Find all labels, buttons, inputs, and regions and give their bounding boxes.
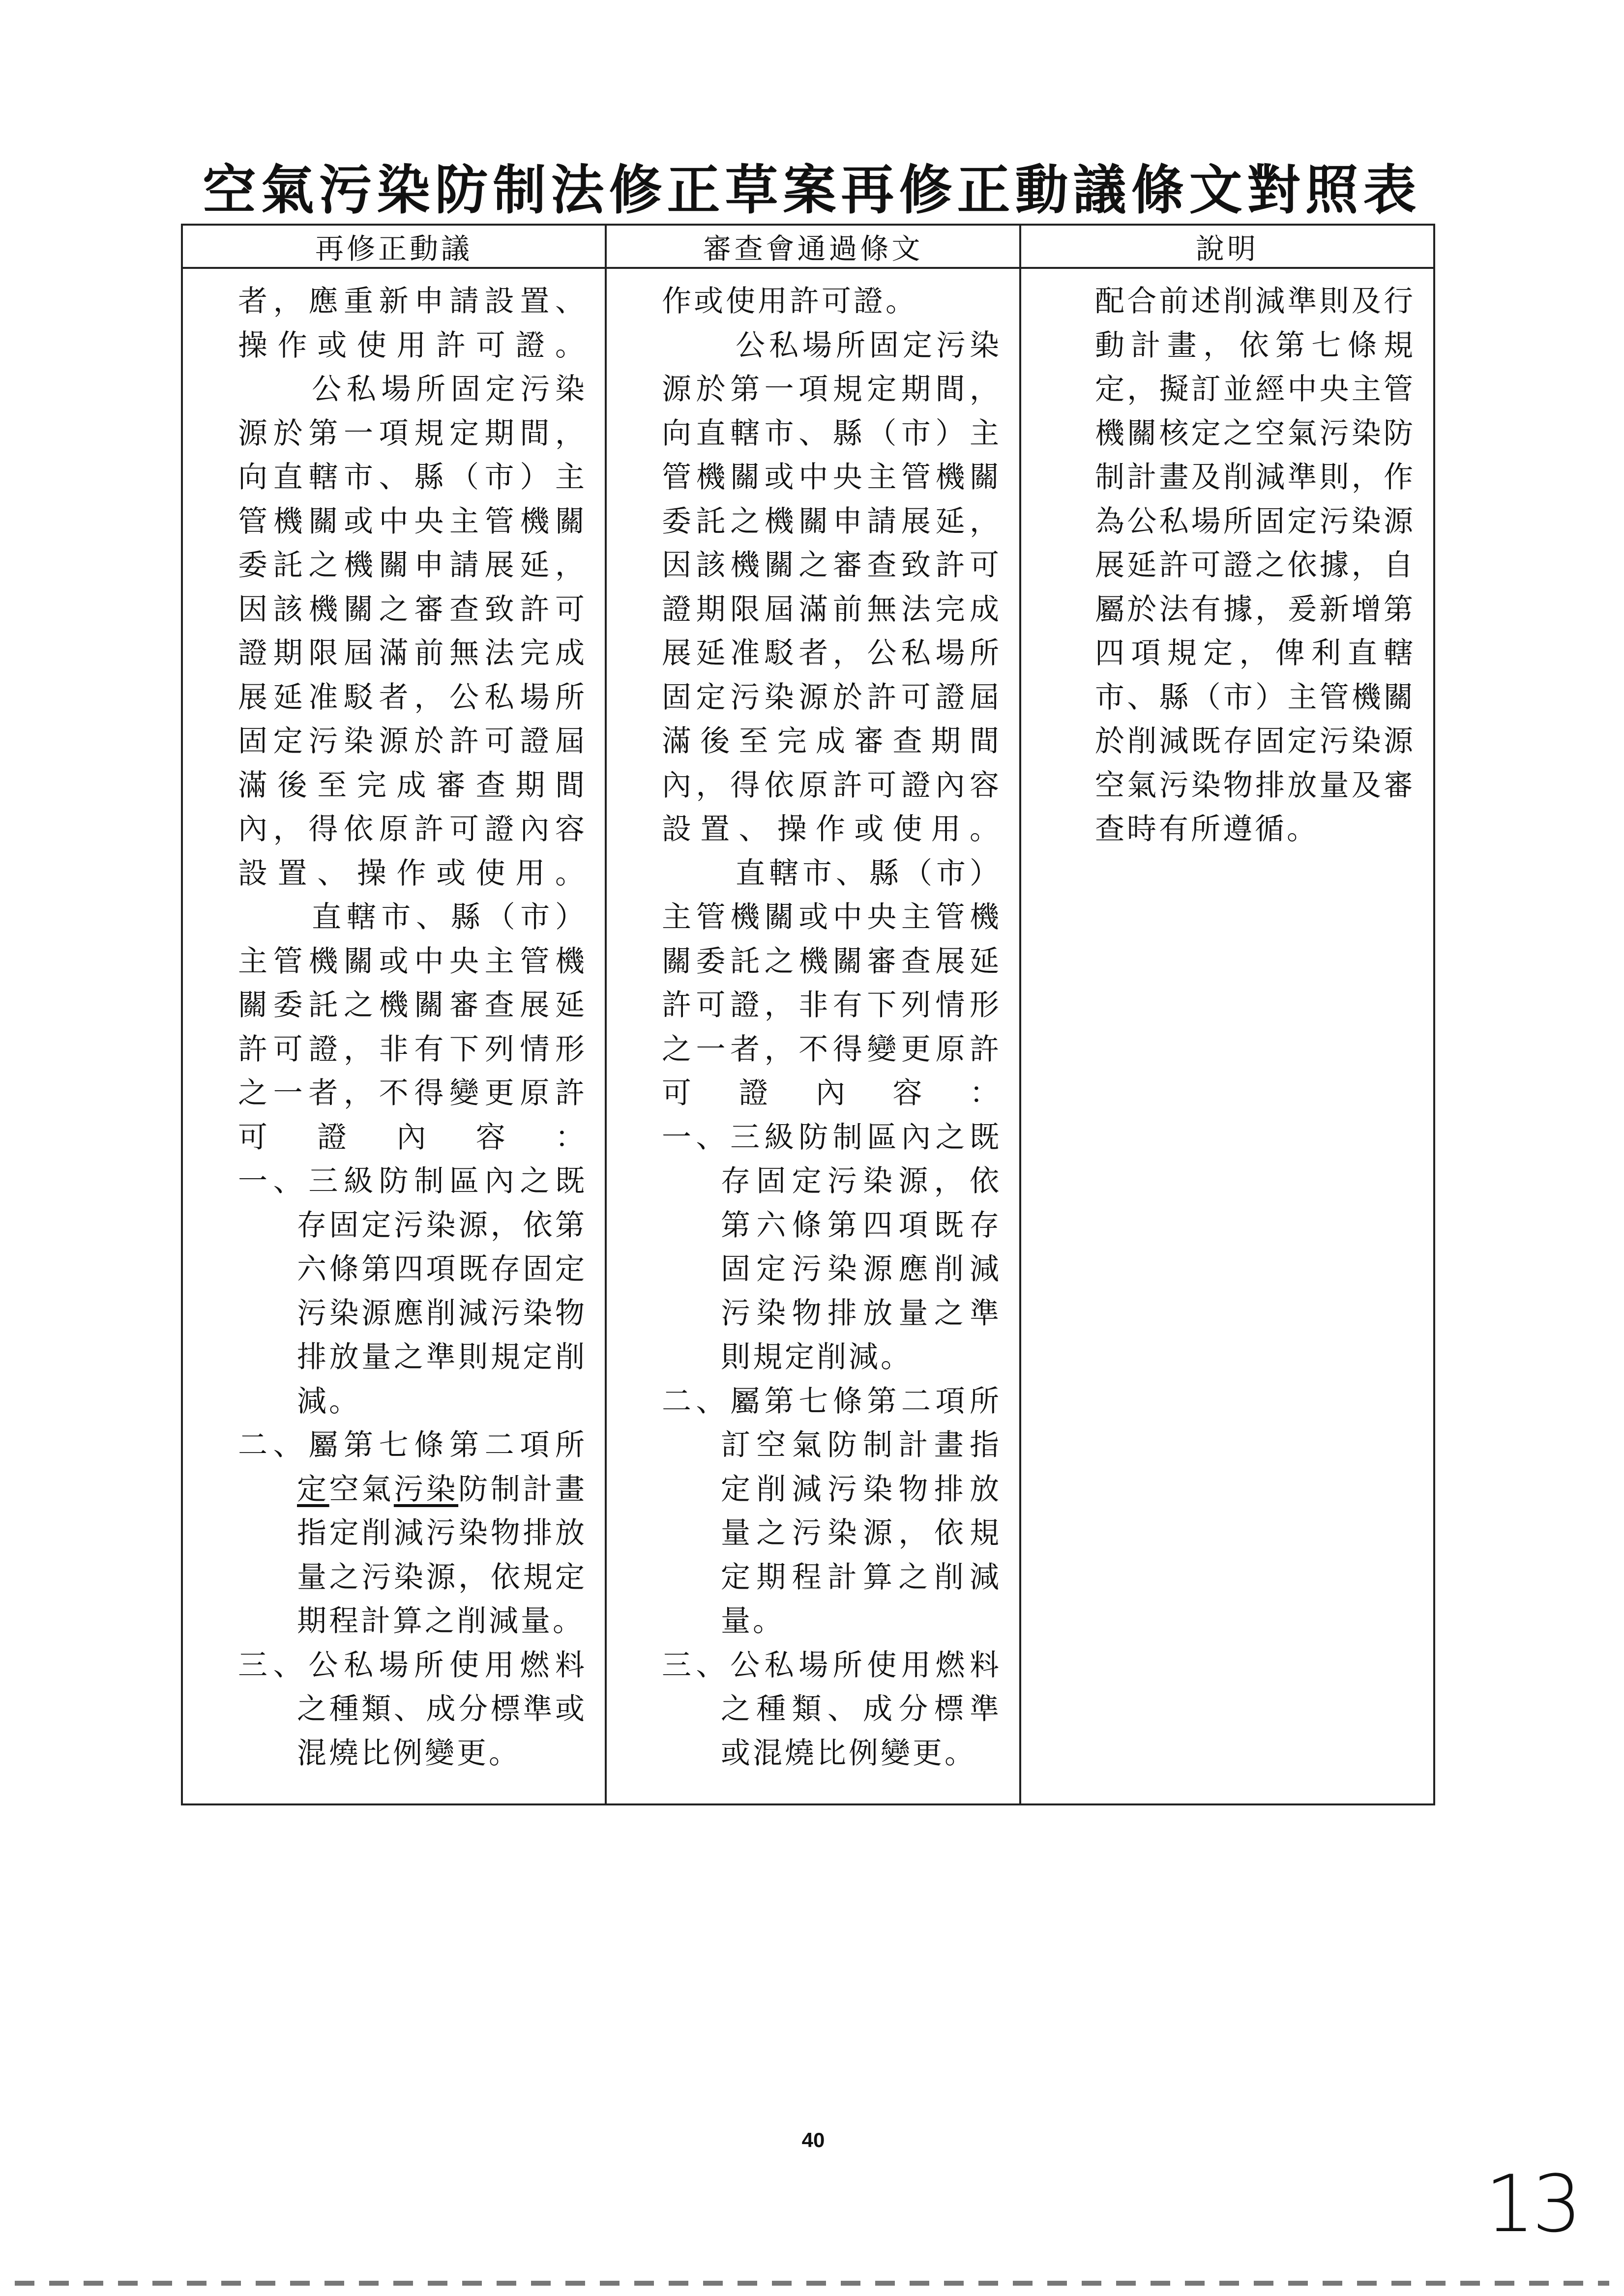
list-item: 三、公私場所使用燃料之種類、成分標準或混燒比例變更。 xyxy=(238,1648,587,1771)
table-row xyxy=(182,268,1434,1804)
paragraph: 公私場所固定污染源於第一項規定期間，向直轄市、縣（市）主管機關或中央主管機關委託之機關申請展延，因該機關之審查致許可證期限屆滿前無法完成展延准駁者，公私場所固定污染源於許可證屆滿後至完成審查期間內，得依原許可證內容設置、操作或使用。 xyxy=(238,372,587,891)
document-title: 空氣污染防制法修正草案再修正動議條文對照表 xyxy=(203,159,1421,221)
paragraph: 配合前述削減準則及行動計畫，依第七條規定，擬訂並經中央主管機關核定之空氣污染防制計畫及削減準則，作為公私場所固定污染源展延許可證之依據，自屬於法有據，爰新增第四項規定，俾利直轄市、縣（市）主管機關於削減既存固定污染源空氣污染物排放量及審查時有所遵循。 xyxy=(1095,284,1416,846)
paragraph: 作或使用許可證。 xyxy=(662,284,917,319)
list-item: 一、三級防制區內之既存固定污染源，依第六條第四項既存固定污染源應削減污染物排放量之準則規定削減。 xyxy=(662,1120,1002,1374)
item-text: 空氣 xyxy=(329,1472,394,1507)
header-explanation: 說明 xyxy=(1020,225,1434,268)
underlined-text: 定 xyxy=(297,1472,329,1507)
item-text: 二、屬第七條第二項所 xyxy=(238,1428,587,1462)
column-explanation xyxy=(1020,268,1434,1804)
paragraph: 直轄市、縣（市）主管機關或中央主管機關委託之機關審查展延許可證，非有下列情形之一者，不得變更原許可證內容： xyxy=(662,856,1002,1110)
paragraph: 直轄市、縣（市）主管機關或中央主管機關委託之機關審查展延許可證，非有下列情形之一者，不得變更原許可證內容： xyxy=(238,900,587,1155)
comparison-table xyxy=(181,224,1435,1805)
column-revised-motion xyxy=(182,268,606,1804)
header-committee-text: 審查會通過條文 xyxy=(606,225,1020,268)
underlined-text: 污染 xyxy=(393,1472,459,1507)
paragraph: 公私場所固定污染源於第一項規定期間，向直轄市、縣（市）主管機關或中央主管機關委託之機關申請展延，因該機關之審查致許可證期限屆滿前無法完成展延准駁者，公私場所固定污染源於許可證屆滿後至完成審查期間內，得依原許可證內容設置、操作或使用。 xyxy=(662,328,1002,846)
list-item: 一、三級防制區內之既存固定污染源，依第六條第四項既存固定污染源應削減污染物排放量之準則規定削減。 xyxy=(238,1164,587,1419)
scan-artifact-line xyxy=(15,2281,1609,2286)
paragraph: 者，應重新申請設置、操作或使用許可證。 xyxy=(238,284,587,363)
list-item: 二、屬第七條第二項所訂空氣防制計畫指定削減污染物排放量之污染源，依規定期程計算之削減量。 xyxy=(662,1384,1002,1638)
handwritten-page-mark: 13 xyxy=(1485,2158,1579,2250)
list-item xyxy=(238,1424,587,1644)
list-item: 三、公私場所使用燃料之種類、成分標準或混燒比例變更。 xyxy=(662,1648,1002,1771)
header-revised-motion: 再修正動議 xyxy=(182,225,606,268)
column-committee-text xyxy=(606,268,1020,1804)
table-header-row xyxy=(182,225,1434,268)
item-text: 防制計畫指定削減污染物排放量之污染源，依規定期程計算之削減量。 xyxy=(297,1472,587,1638)
page-number: 40 xyxy=(801,2128,825,2151)
